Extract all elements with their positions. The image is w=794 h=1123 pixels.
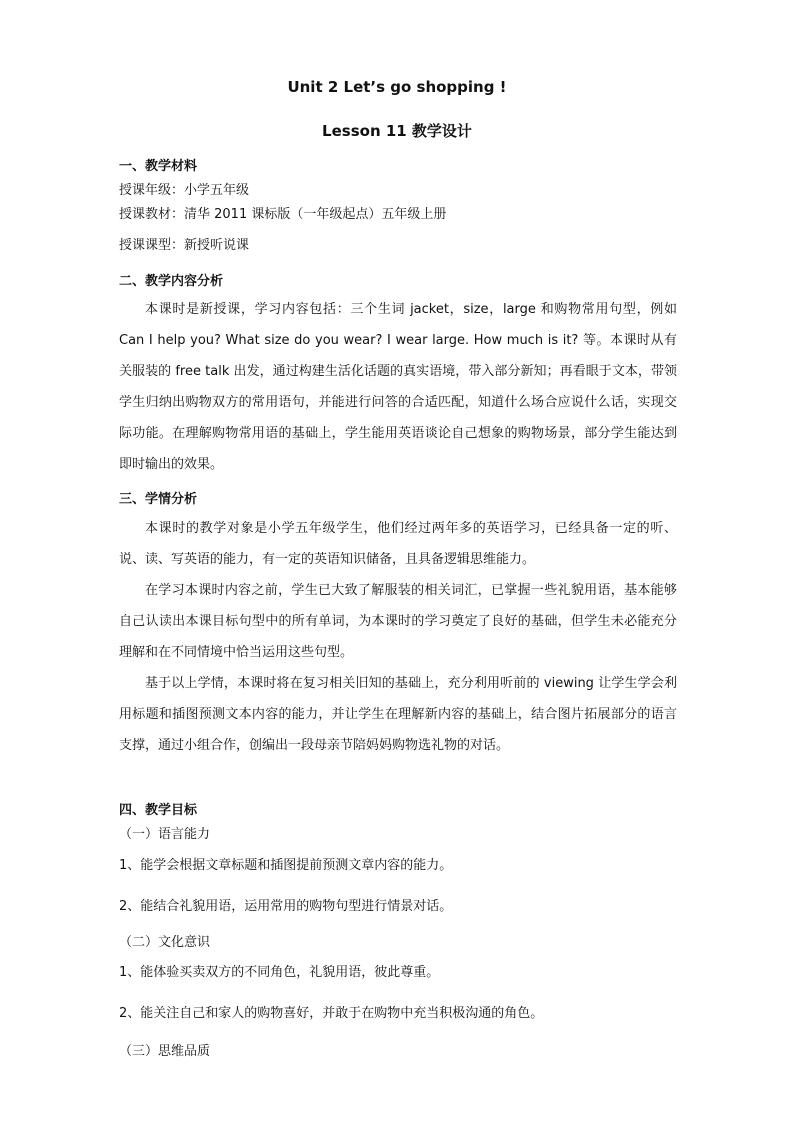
lesson-subtitle: Lesson 11 教学设计 (322, 122, 472, 140)
student-analysis-paragraph-1: 本课时的教学对象是小学五年级学生，他们经过两年多的英语学习，已经具备一定的听、说、读、写英语的能力，有一定的英语知识储备，且具备逻辑思维能力。 (119, 521, 677, 567)
lesson-type-line: 授课课型：新授听说课 (119, 238, 250, 253)
section-heading-students: 三、学情分析 (119, 492, 198, 507)
objective-item: 2、能关注自己和家人的购物喜好，并敢于在购物中充当积极沟通的角色。 (119, 1006, 544, 1021)
section-heading-content: 二、教学内容分析 (119, 274, 224, 289)
student-analysis-paragraph-3: 基于以上学情，本课时将在复习相关旧知的基础上，充分利用听前的 viewing 让学生学会利用标题和插图预测文本内容的能力，并让学生在理解新内容的基础上，结合图片拓展部分的语言支撑，通过小组合作，创编出一段母亲节陪妈妈购物选礼物的对话。 (119, 676, 677, 753)
content-analysis-paragraph: 本课时是新授课，学习内容包括：三个生词 jacket，size，large 和购物常用句型，例如 Can I help you? What size do you wear? I wear large. How much is it? 等。本课时从有关服装的 free talk 出发，通过构建生活化话题的真实语境，带入部分新知；再看眼于文本，带领学生归纳出购物双方的常用语句，并能进行问答的合适匹配，知道什么场合应说什么话，实现交际功能。在理解购物常用语的基础上，学生能用英语谈论自己想象的购物场景，部分学生能达到即时输出的效果。 (119, 302, 677, 472)
objective-item: 1、能学会根据文章标题和插图提前预测文章内容的能力。 (119, 858, 453, 873)
section-heading-objectives: 四、教学目标 (119, 803, 198, 818)
textbook-line: 授课教材：清华 2011 课标版（一年级起点）五年级上册 (119, 207, 447, 222)
subheading-culture: （二）文化意识 (119, 935, 211, 950)
subheading-language: （一）语言能力 (119, 827, 211, 842)
section-heading-materials: 一、教学材料 (119, 159, 198, 174)
objective-item: 2、能结合礼貌用语，运用常用的购物句型进行情景对话。 (119, 899, 453, 914)
objective-item: 1、能体验买卖双方的不同角色，礼貌用语，彼此尊重。 (119, 965, 440, 980)
student-analysis-paragraph-2: 在学习本课时内容之前，学生已大致了解服装的相关词汇，已掌握一些礼貌用语，基本能够自己认读出本课目标句型中的所有单词，为本课时的学习奠定了良好的基础，但学生未必能充分理解和在不同情境中恰当运用这些句型。 (119, 583, 677, 660)
subheading-thinking: （三）思维品质 (119, 1044, 211, 1059)
document-title: Unit 2 Let’s go shopping ! (287, 78, 507, 96)
grade-line: 授课年级：小学五年级 (119, 183, 250, 198)
